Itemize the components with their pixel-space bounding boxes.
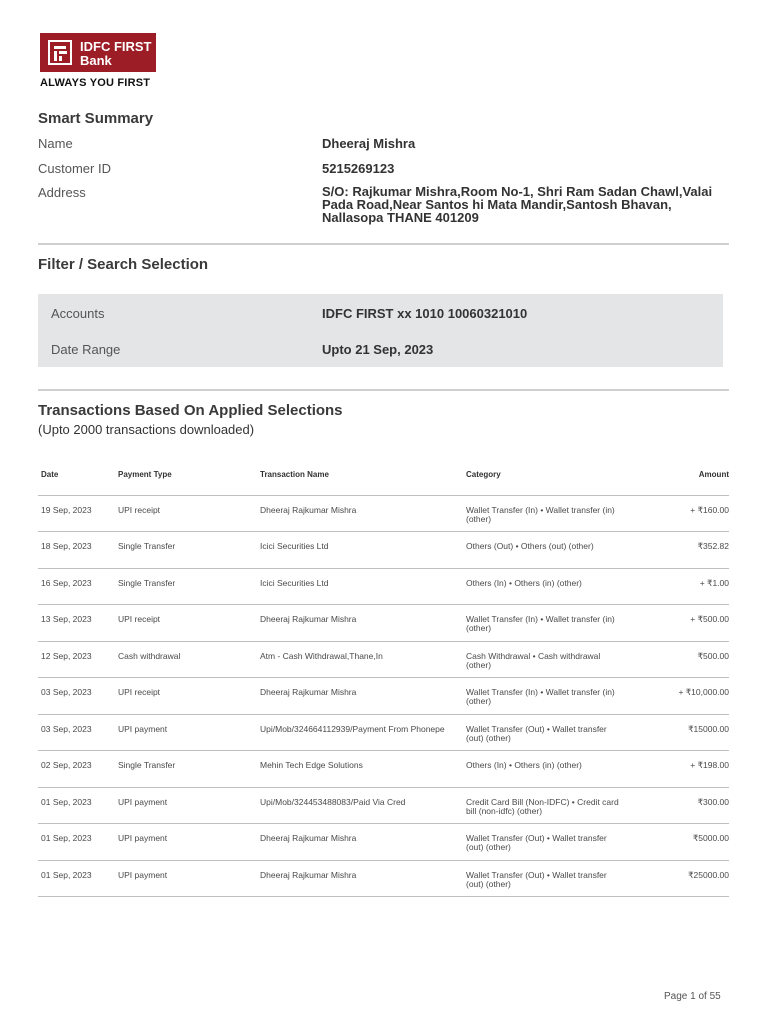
table-row bbox=[38, 751, 729, 788]
transaction-date: 16 Sep, 2023 bbox=[38, 568, 115, 605]
transaction-amount: ₹300.00 bbox=[623, 787, 729, 824]
transaction-category: Others (Out) • Others (out) (other) bbox=[463, 532, 623, 569]
transaction-name: Dheeraj Rajkumar Mishra bbox=[257, 495, 463, 532]
transaction-category: Wallet Transfer (Out) • Wallet transfer (out) (other) bbox=[463, 714, 623, 751]
transaction-category: Wallet Transfer (Out) • Wallet transfer (out) (other) bbox=[463, 860, 623, 897]
section-divider bbox=[38, 389, 729, 391]
transaction-amount: + ₹10,000.00 bbox=[623, 678, 729, 715]
transaction-date: 01 Sep, 2023 bbox=[38, 787, 115, 824]
table-row bbox=[38, 568, 729, 605]
transaction-category: Wallet Transfer (In) • Wallet transfer (in) (other) bbox=[463, 495, 623, 532]
address-label: Address bbox=[38, 185, 86, 200]
table-row bbox=[38, 787, 729, 824]
transaction-payment-type: UPI payment bbox=[115, 714, 257, 751]
transaction-payment-type: Cash withdrawal bbox=[115, 641, 257, 678]
transaction-date: 03 Sep, 2023 bbox=[38, 678, 115, 715]
transaction-category: Cash Withdrawal • Cash withdrawal (other) bbox=[463, 641, 623, 678]
transaction-amount: ₹15000.00 bbox=[623, 714, 729, 751]
table-row bbox=[38, 714, 729, 751]
transactions-body bbox=[38, 495, 729, 897]
column-header-transaction-name: Transaction Name bbox=[257, 455, 463, 495]
transaction-payment-type: UPI receipt bbox=[115, 495, 257, 532]
transaction-payment-type: UPI payment bbox=[115, 860, 257, 897]
table-row bbox=[38, 495, 729, 532]
transaction-date: 12 Sep, 2023 bbox=[38, 641, 115, 678]
accounts-value: IDFC FIRST xx 1010 10060321010 bbox=[322, 306, 528, 321]
transaction-date: 13 Sep, 2023 bbox=[38, 605, 115, 642]
transaction-amount: ₹500.00 bbox=[623, 641, 729, 678]
transactions-subheading: (Upto 2000 transactions downloaded) bbox=[38, 422, 255, 437]
transaction-name: Mehin Tech Edge Solutions bbox=[257, 751, 463, 788]
transaction-name: Upi/Mob/324453488083/Paid Via Cred bbox=[257, 787, 463, 824]
column-header-date: Date bbox=[38, 455, 115, 495]
filter-panel bbox=[38, 294, 723, 367]
transaction-amount: + ₹1.00 bbox=[623, 568, 729, 605]
accounts-label: Accounts bbox=[51, 306, 105, 321]
transaction-date: 01 Sep, 2023 bbox=[38, 860, 115, 897]
page-indicator: Page 1 of 55 bbox=[664, 991, 721, 1002]
transaction-name: Dheeraj Rajkumar Mishra bbox=[257, 605, 463, 642]
transaction-amount: ₹25000.00 bbox=[623, 860, 729, 897]
transaction-date: 02 Sep, 2023 bbox=[38, 751, 115, 788]
name-value: Dheeraj Mishra bbox=[322, 136, 416, 151]
date-range-value: Upto 21 Sep, 2023 bbox=[322, 342, 434, 357]
column-header-amount: Amount bbox=[623, 455, 729, 495]
transaction-date: 19 Sep, 2023 bbox=[38, 495, 115, 532]
transaction-payment-type: Single Transfer bbox=[115, 568, 257, 605]
bank-tagline: ALWAYS YOU FIRST bbox=[40, 77, 151, 89]
transaction-amount: + ₹500.00 bbox=[623, 605, 729, 642]
transaction-name: Dheeraj Rajkumar Mishra bbox=[257, 860, 463, 897]
transaction-name: Icici Securities Ltd bbox=[257, 532, 463, 569]
column-header-category: Category bbox=[463, 455, 623, 495]
transaction-amount: + ₹160.00 bbox=[623, 495, 729, 532]
date-range-label: Date Range bbox=[51, 342, 121, 357]
transaction-date: 18 Sep, 2023 bbox=[38, 532, 115, 569]
idfc-logo-icon bbox=[48, 40, 72, 65]
table-row bbox=[38, 824, 729, 861]
transaction-name: Dheeraj Rajkumar Mishra bbox=[257, 678, 463, 715]
filter-heading: Filter / Search Selection bbox=[38, 256, 209, 273]
smart-summary-heading: Smart Summary bbox=[38, 110, 154, 127]
transaction-name: Icici Securities Ltd bbox=[257, 568, 463, 605]
transactions-heading: Transactions Based On Applied Selections bbox=[38, 402, 343, 419]
transactions-table bbox=[38, 455, 729, 897]
customer-id-label: Customer ID bbox=[38, 161, 111, 176]
transaction-amount: + ₹198.00 bbox=[623, 751, 729, 788]
transaction-payment-type: UPI payment bbox=[115, 787, 257, 824]
transaction-date: 03 Sep, 2023 bbox=[38, 714, 115, 751]
transaction-category: Others (In) • Others (in) (other) bbox=[463, 568, 623, 605]
table-header-row bbox=[38, 455, 729, 495]
column-header-payment-type: Payment Type bbox=[115, 455, 257, 495]
logo-text-line1: IDFC FIRST bbox=[80, 39, 152, 54]
transaction-amount: ₹352.82 bbox=[623, 532, 729, 569]
transaction-category: Credit Card Bill (Non-IDFC) • Credit card bill (non-idfc) (other) bbox=[463, 787, 623, 824]
transaction-payment-type: Single Transfer bbox=[115, 532, 257, 569]
customer-id-value: 5215269123 bbox=[322, 161, 395, 176]
logo-text-line2: Bank bbox=[80, 53, 112, 68]
table-row bbox=[38, 605, 729, 642]
transaction-name: Dheeraj Rajkumar Mishra bbox=[257, 824, 463, 861]
transaction-amount: ₹5000.00 bbox=[623, 824, 729, 861]
transaction-category: Wallet Transfer (In) • Wallet transfer (in) (other) bbox=[463, 605, 623, 642]
table-row bbox=[38, 678, 729, 715]
transaction-date: 01 Sep, 2023 bbox=[38, 824, 115, 861]
bank-logo bbox=[40, 33, 156, 72]
section-divider bbox=[38, 243, 729, 245]
name-label: Name bbox=[38, 136, 73, 151]
transaction-name: Upi/Mob/324664112939/Payment From Phonepe bbox=[257, 714, 463, 751]
transaction-category: Others (In) • Others (in) (other) bbox=[463, 751, 623, 788]
table-row bbox=[38, 860, 729, 897]
transaction-payment-type: UPI payment bbox=[115, 824, 257, 861]
transaction-payment-type: UPI receipt bbox=[115, 605, 257, 642]
table-row bbox=[38, 532, 729, 569]
table-row bbox=[38, 641, 729, 678]
transaction-payment-type: UPI receipt bbox=[115, 678, 257, 715]
transaction-payment-type: Single Transfer bbox=[115, 751, 257, 788]
address-value: S/O: Rajkumar Mishra,Room No-1, Shri Ram Sadan Chawl,Valai Pada Road,Near Santos hi Mata Mandir,Santosh Bhavan, Nallasopa THANE 401209 bbox=[322, 184, 713, 225]
transaction-category: Wallet Transfer (In) • Wallet transfer (in) (other) bbox=[463, 678, 623, 715]
transaction-name: Atm - Cash Withdrawal,Thane,In bbox=[257, 641, 463, 678]
transaction-category: Wallet Transfer (Out) • Wallet transfer (out) (other) bbox=[463, 824, 623, 861]
